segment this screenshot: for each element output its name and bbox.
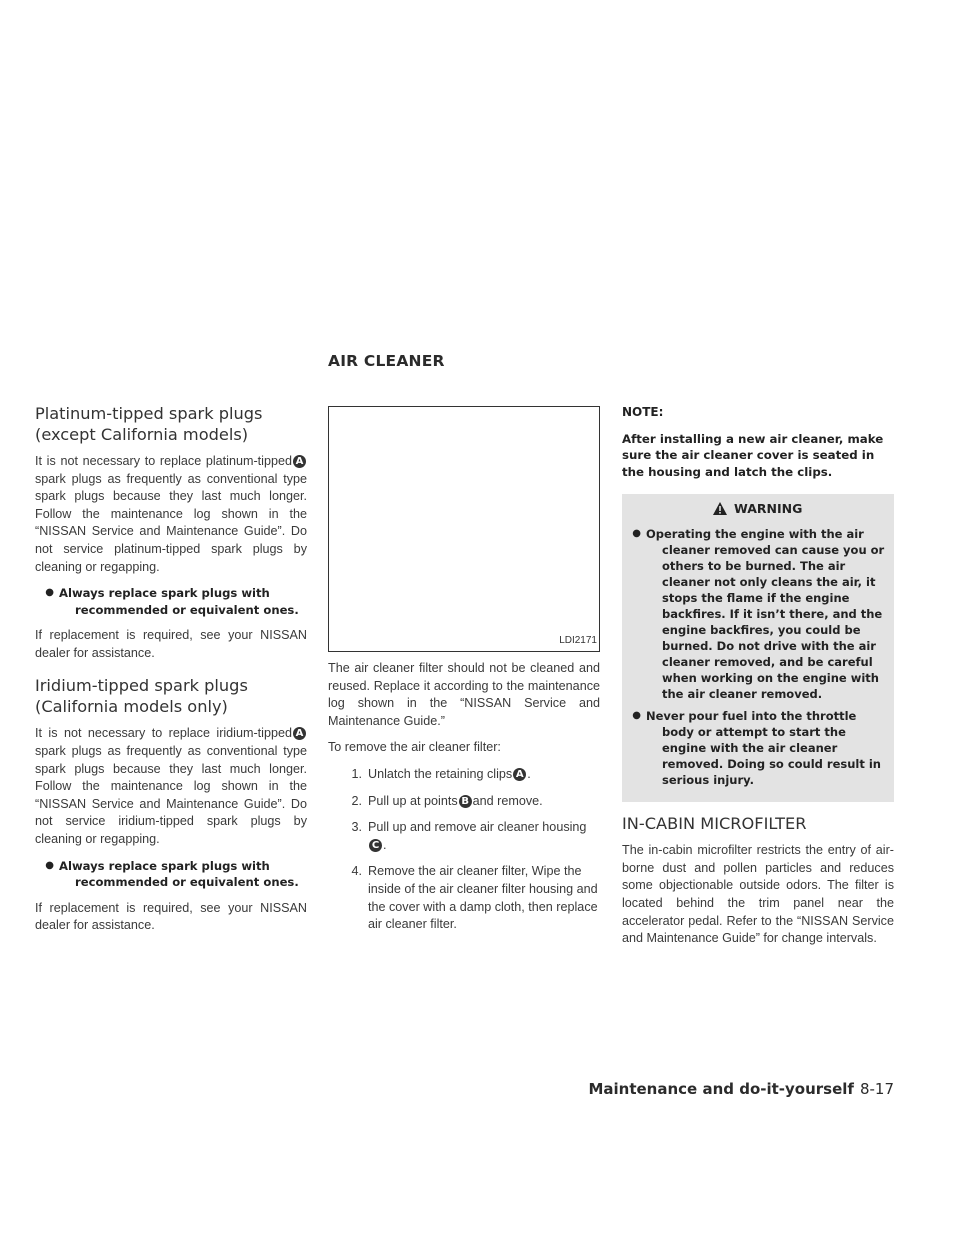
note-body: After installing a new air cleaner, make sure the air cleaner cover is seated in the housing and latch the clips. bbox=[622, 431, 884, 479]
step-number: 4. bbox=[351, 864, 362, 879]
remove-intro: To remove the air cleaner filter: bbox=[328, 740, 501, 755]
section-title: AIR CLEANER bbox=[328, 352, 445, 370]
platinum-bullet bbox=[35, 585, 307, 618]
column-right bbox=[622, 404, 894, 957]
step-text: Pull up and remove air cleaner housing bbox=[368, 820, 587, 835]
warning-icon bbox=[712, 501, 728, 516]
iridium-text-a: It is not necessary to replace iridium-tipped bbox=[35, 726, 292, 741]
bullet-icon: ● bbox=[632, 527, 641, 539]
footer-label: Maintenance and do-it-yourself bbox=[588, 1080, 854, 1098]
iridium-bullet-text: Always replace spark plugs with recommended or equivalent ones. bbox=[59, 858, 299, 889]
marker-a-icon: A bbox=[513, 768, 526, 781]
filter-paragraph: The air cleaner filter should not be cleaned and reused. Replace it according to the maintenance log shown in the “NISSAN Service and Maintenance Guide.” bbox=[328, 661, 600, 728]
note-heading: NOTE: bbox=[622, 405, 664, 419]
figure-code: LDI2171 bbox=[558, 632, 598, 650]
air-cleaner-figure bbox=[328, 406, 600, 652]
column-middle bbox=[328, 404, 600, 943]
iridium-bullet bbox=[35, 858, 307, 891]
platinum-text-b: spark plugs as frequently as conventional type spark plugs because they last much longer. Follow the maintenance log shown in the “NISSAN Service and Maintenance Guide”. Do not service platinum-tipped spark plugs by cleaning or regapping. bbox=[35, 471, 307, 574]
removal-steps bbox=[328, 766, 600, 934]
column-left bbox=[35, 404, 307, 944]
warning-title: WARNING bbox=[734, 501, 803, 517]
microfilter-paragraph: The in-cabin microfilter restricts the entry of air-borne dust and pollen particles and reduces some objectionable outside odors. The filter is located behind the trim panel near the accelerator pedal. Refer to the “NISSAN Service and Maintenance Guide” for change intervals. bbox=[622, 843, 894, 946]
marker-a-icon: A bbox=[293, 727, 306, 740]
platinum-paragraph bbox=[35, 453, 307, 576]
page-footer bbox=[588, 1080, 894, 1098]
step-text: Remove the air cleaner filter, Wipe the inside of the air cleaner filter housing and the cover with a damp cloth, then replace air cleaner filter. bbox=[368, 864, 598, 932]
step-text-end: . bbox=[527, 766, 531, 781]
step-text: Pull up at points bbox=[368, 793, 458, 808]
warning-text: Operating the engine with the air cleaner removed can cause you or others to be burned. The air cleaner not only cleans the air, it stops the flame if the engine backfires. If it isn’t there, and the engine backfires, you could be burned. Do not drive with the air cleaner removed, and be careful when working on the engine with the air cleaner removed. bbox=[646, 526, 885, 701]
step-item bbox=[328, 793, 600, 811]
bullet-icon: ● bbox=[45, 859, 54, 871]
page-number: 8-17 bbox=[859, 1080, 894, 1098]
platinum-dealer-note: If replacement is required, see your NISSAN dealer for assistance. bbox=[35, 628, 307, 660]
iridium-dealer-note: If replacement is required, see your NISSAN dealer for assistance. bbox=[35, 900, 307, 933]
warning-box bbox=[622, 494, 894, 802]
step-item bbox=[328, 766, 600, 784]
platinum-bullet-text: Always replace spark plugs with recommended or equivalent ones. bbox=[59, 586, 299, 617]
marker-a-icon: A bbox=[293, 455, 306, 468]
step-item bbox=[328, 819, 600, 854]
iridium-heading: Iridium-tipped spark plugs (California models only) bbox=[35, 676, 248, 716]
step-number: 3. bbox=[351, 820, 362, 835]
platinum-heading: Platinum-tipped spark plugs (except California models) bbox=[35, 404, 263, 444]
marker-b-icon: B bbox=[459, 795, 472, 808]
warning-heading bbox=[626, 496, 888, 526]
iridium-paragraph bbox=[35, 725, 307, 848]
bullet-icon: ● bbox=[45, 587, 54, 599]
warning-text: Never pour fuel into the throttle body or attempt to start the engine with the air cleaner removed. Doing so could result in serious injury. bbox=[646, 708, 881, 787]
iridium-text-b: spark plugs as frequently as conventional type spark plugs because they last much longer. Follow the maintenance log shown in the “NISSAN Service and Maintenance Guide”. Do not service iridium-tipped spark plugs by cleaning or regapping. bbox=[35, 743, 307, 846]
step-text-end: . bbox=[383, 837, 387, 852]
step-number: 2. bbox=[351, 793, 362, 808]
bullet-icon: ● bbox=[632, 709, 641, 721]
warning-item bbox=[626, 708, 888, 788]
platinum-text-a: It is not necessary to replace platinum-tipped bbox=[35, 454, 292, 468]
marker-c-icon: C bbox=[369, 839, 382, 852]
step-item bbox=[328, 863, 600, 933]
step-number: 1. bbox=[351, 766, 362, 781]
microfilter-heading: IN-CABIN MICROFILTER bbox=[622, 813, 807, 833]
step-text: Unlatch the retaining clips bbox=[368, 766, 513, 781]
warning-item bbox=[626, 526, 888, 702]
step-text-end: and remove. bbox=[472, 793, 543, 808]
